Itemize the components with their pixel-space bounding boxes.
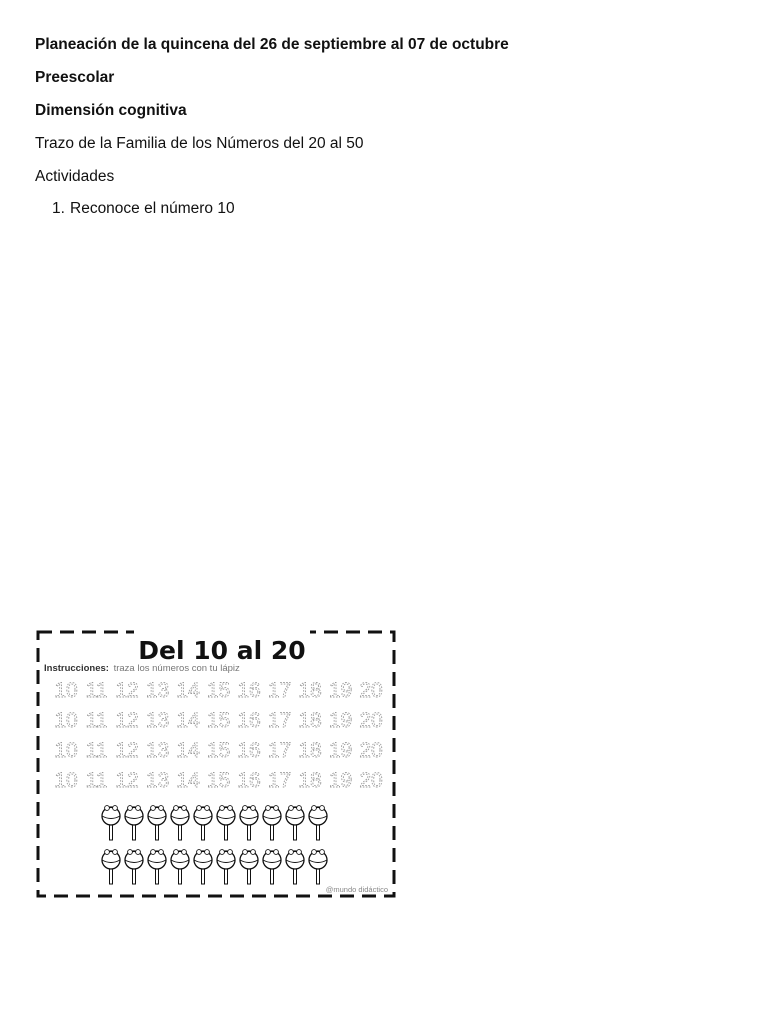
lollipop-icon — [171, 850, 189, 884]
trace-number: 17 — [267, 709, 292, 732]
activity-item — [52, 199, 235, 219]
trace-number: 11 — [85, 709, 108, 732]
lollipop-icon — [194, 806, 212, 840]
worksheet-credit: @mundo didáctico — [325, 885, 388, 894]
trace-number: 15 — [206, 709, 231, 732]
tracing-numbers-grid — [54, 679, 382, 792]
activities-label: Actividades — [35, 168, 115, 185]
activity-text: Reconoce el número 10 — [70, 200, 235, 217]
lollipop-icon — [263, 850, 281, 884]
trace-number: 15 — [206, 769, 231, 792]
trace-number: 10 — [54, 679, 78, 702]
trace-number: 10 — [54, 709, 78, 732]
trace-number: 13 — [145, 739, 170, 762]
trace-number: 16 — [237, 739, 261, 762]
trace-number: 15 — [206, 739, 231, 762]
trace-number: 10 — [54, 739, 78, 762]
trace-number: 12 — [115, 709, 139, 732]
trace-number: 20 — [359, 679, 383, 702]
topic-text: Trazo de la Familia de los Números del 20 al 50 — [35, 135, 364, 152]
trace-number: 14 — [176, 769, 200, 792]
trace-number: 16 — [237, 679, 261, 702]
trace-number: 18 — [298, 709, 322, 732]
level-label: Preescolar — [35, 69, 115, 86]
trace-number: 17 — [267, 769, 292, 792]
trace-number: 17 — [267, 679, 292, 702]
lollipop-icon — [102, 850, 120, 884]
trace-number: 14 — [176, 679, 200, 702]
lollipop-icon — [240, 850, 258, 884]
trace-number: 15 — [206, 679, 231, 702]
lollipop-icon — [148, 850, 166, 884]
trace-number: 18 — [298, 739, 322, 762]
trace-number: 13 — [145, 679, 170, 702]
trace-number: 18 — [298, 679, 322, 702]
lollipop-icon — [286, 850, 304, 884]
trace-number: 16 — [237, 769, 261, 792]
dimension-label: Dimensión cognitiva — [35, 102, 187, 119]
worksheet-title: Del 10 al 20 — [138, 636, 306, 665]
lollipop-icon — [125, 850, 143, 884]
trace-number: 14 — [176, 709, 200, 732]
trace-number: 17 — [267, 739, 292, 762]
trace-number: 19 — [328, 679, 353, 702]
lollipop-icon — [148, 806, 166, 840]
trace-number: 20 — [359, 709, 383, 732]
lollipop-icon — [102, 806, 120, 840]
instructions-label: Instrucciones: — [44, 663, 109, 674]
page-heading: Planeación de la quincena del 26 de septiembre al 07 de octubre — [35, 36, 509, 53]
lollipop-illustrations — [102, 806, 327, 884]
trace-number: 10 — [54, 769, 78, 792]
lollipop-icon — [125, 806, 143, 840]
lollipop-icon — [309, 850, 327, 884]
lollipop-icon — [309, 806, 327, 840]
lollipop-icon — [171, 806, 189, 840]
trace-number: 18 — [298, 769, 322, 792]
instructions-text: traza los números con tu lápiz — [113, 663, 240, 674]
trace-number: 19 — [328, 769, 353, 792]
lollipop-icon — [217, 806, 235, 840]
trace-number: 12 — [115, 679, 139, 702]
trace-number: 16 — [237, 709, 261, 732]
activity-number: 1. — [52, 200, 65, 217]
trace-number: 20 — [359, 769, 383, 792]
lollipop-icon — [217, 850, 235, 884]
worksheet-graphic — [36, 630, 396, 898]
trace-number: 14 — [176, 739, 200, 762]
trace-number: 11 — [85, 679, 108, 702]
lollipop-icon — [194, 850, 212, 884]
trace-number: 13 — [145, 769, 170, 792]
trace-number: 20 — [359, 739, 383, 762]
tracing-worksheet-image — [36, 630, 396, 898]
trace-number: 19 — [328, 709, 353, 732]
lollipop-icon — [263, 806, 281, 840]
trace-number: 12 — [115, 739, 139, 762]
trace-number: 11 — [85, 739, 108, 762]
instructions-line — [44, 663, 240, 674]
trace-number: 19 — [328, 739, 353, 762]
trace-number: 11 — [85, 769, 108, 792]
lollipop-icon — [286, 806, 304, 840]
lollipop-icon — [240, 806, 258, 840]
trace-number: 12 — [115, 769, 139, 792]
trace-number: 13 — [145, 709, 170, 732]
